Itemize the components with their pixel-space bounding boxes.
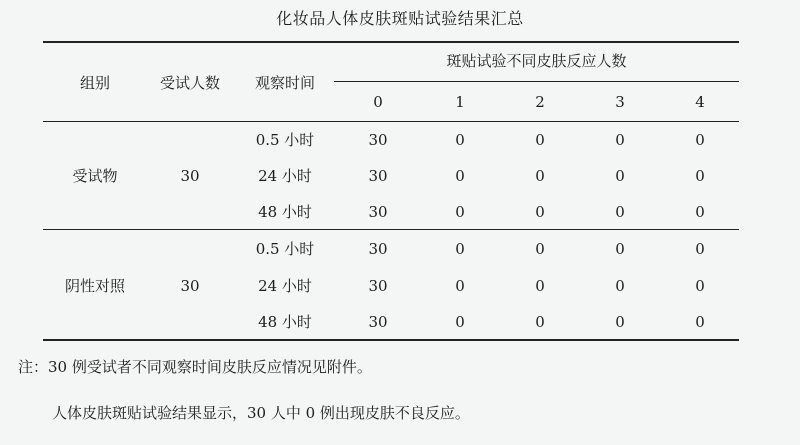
group-name: 受试物 [72, 167, 118, 185]
row-value-2: 0 [535, 277, 545, 295]
row-value-2: 0 [535, 203, 545, 221]
row-value-4: 0 [695, 203, 705, 221]
row-time: 0.5 小时 [255, 131, 315, 149]
bottom-rule [43, 339, 739, 341]
row-value-1: 0 [455, 277, 465, 295]
row-value-1: 0 [455, 240, 465, 258]
row-value-0: 30 [368, 131, 388, 149]
row-value-0: 30 [368, 313, 388, 331]
row-value-4: 0 [695, 167, 705, 185]
row-value-2: 0 [535, 240, 545, 258]
row-time: 24 小时 [258, 167, 312, 185]
row-value-3: 0 [615, 313, 625, 331]
row-value-3: 0 [615, 277, 625, 295]
row-value-0: 30 [368, 167, 388, 185]
row-value-0: 30 [368, 203, 388, 221]
row-time: 48 小时 [258, 203, 312, 221]
group-subjects: 30 [180, 167, 200, 185]
row-value-4: 0 [695, 277, 705, 295]
row-value-1: 0 [455, 167, 465, 185]
header-rule [43, 121, 739, 122]
row-value-1: 0 [455, 131, 465, 149]
group-divider-rule [43, 229, 739, 230]
row-value-3: 0 [615, 167, 625, 185]
row-value-3: 0 [615, 203, 625, 221]
table-title: 化妆品人体皮肤斑贴试验结果汇总 [276, 9, 524, 28]
conclusion-text: 人体皮肤斑贴试验结果显示，30 人中 0 例出现皮肤不良反应。 [52, 404, 470, 422]
header-subjects: 受试人数 [159, 74, 220, 92]
header-time: 观察时间 [254, 74, 315, 92]
top-rule [43, 41, 739, 43]
row-value-2: 0 [535, 167, 545, 185]
header-level-3: 3 [615, 93, 625, 111]
row-time: 24 小时 [258, 277, 312, 295]
row-value-1: 0 [455, 313, 465, 331]
group-subjects: 30 [180, 277, 200, 295]
row-value-4: 0 [695, 131, 705, 149]
row-value-3: 0 [615, 240, 625, 258]
table-note: 注：30 例受试者不同观察时间皮肤反应情况见附件。 [18, 358, 372, 376]
row-value-0: 30 [368, 277, 388, 295]
row-value-1: 0 [455, 203, 465, 221]
header-reaction-group: 斑贴试验不同皮肤反应人数 [446, 52, 627, 70]
row-value-2: 0 [535, 131, 545, 149]
row-time: 0.5 小时 [255, 240, 315, 258]
header-group: 组别 [79, 74, 110, 92]
row-value-4: 0 [695, 313, 705, 331]
header-level-2: 2 [535, 93, 545, 111]
row-value-3: 0 [615, 131, 625, 149]
row-value-0: 30 [368, 240, 388, 258]
header-level-4: 4 [695, 93, 705, 111]
group-name: 阴性对照 [64, 277, 125, 295]
row-value-4: 0 [695, 240, 705, 258]
subheader-rule [334, 81, 739, 82]
row-time: 48 小时 [258, 313, 312, 331]
row-value-2: 0 [535, 313, 545, 331]
header-level-1: 1 [455, 93, 465, 111]
header-level-0: 0 [373, 93, 383, 111]
